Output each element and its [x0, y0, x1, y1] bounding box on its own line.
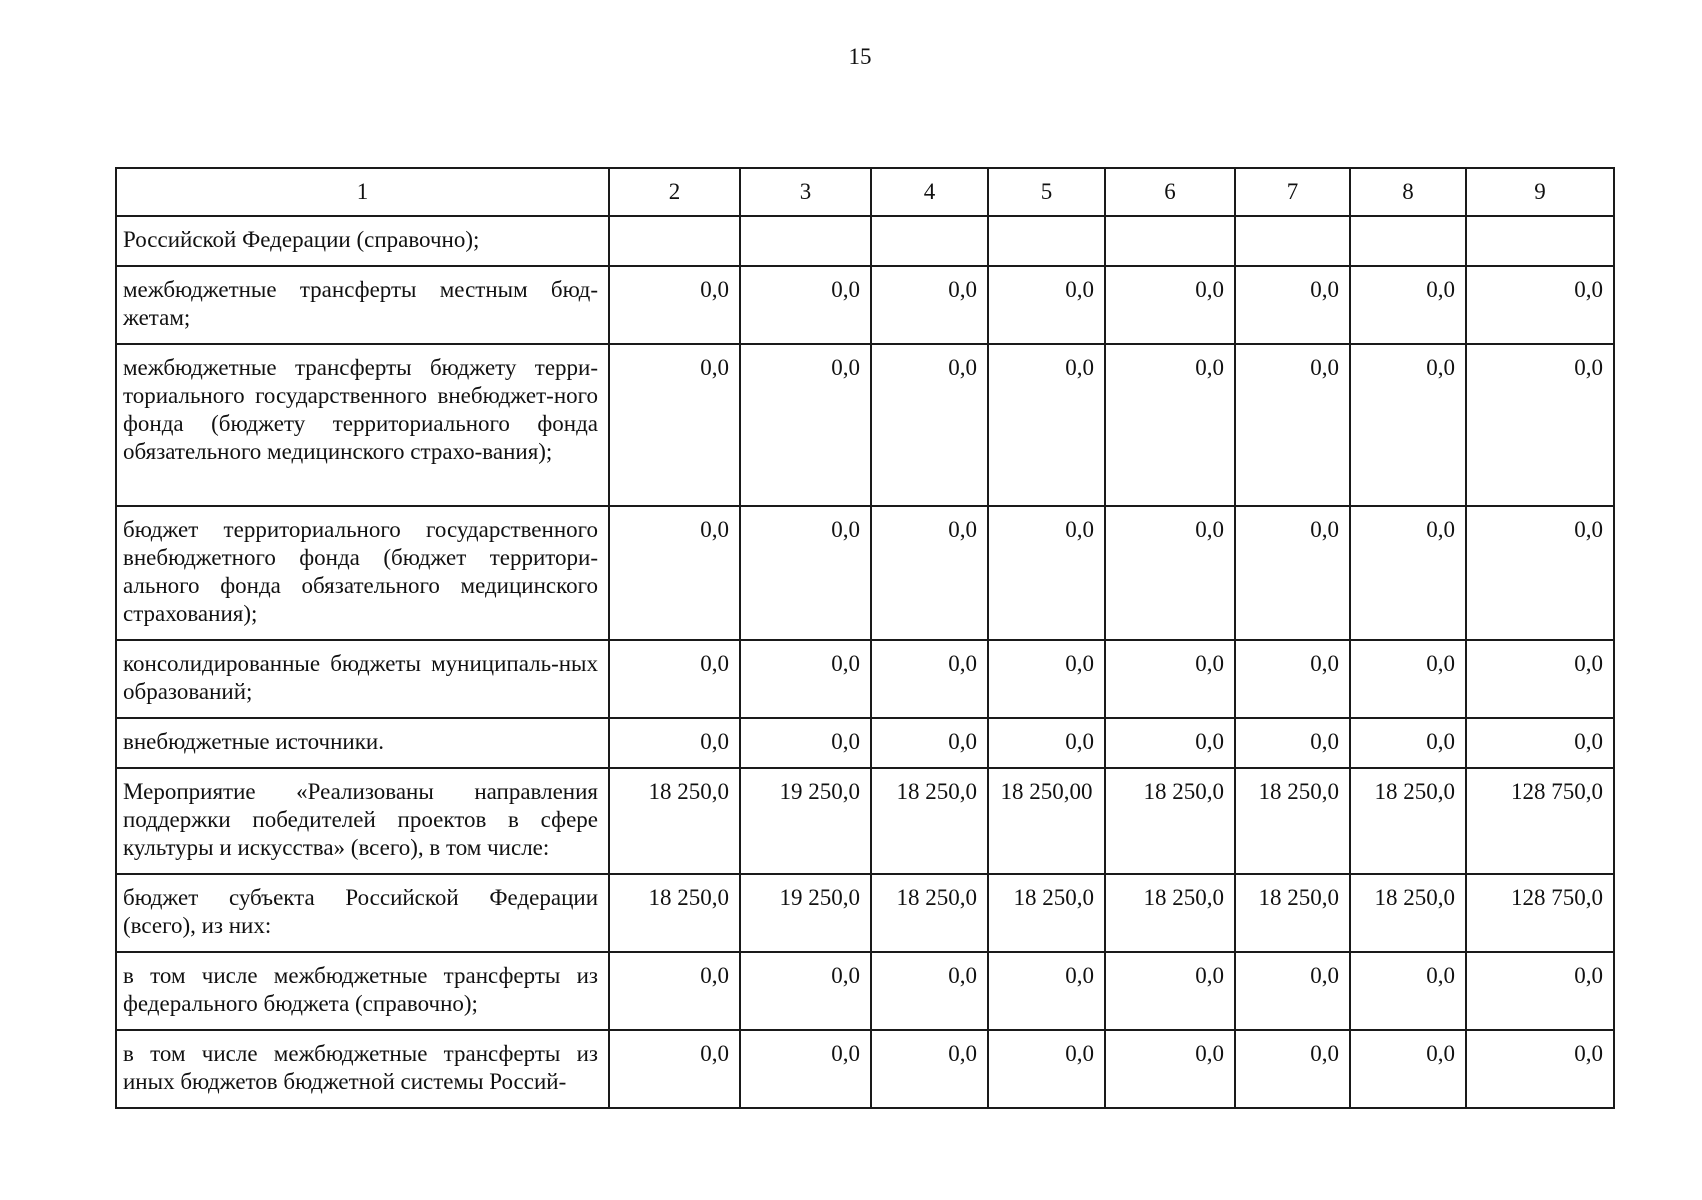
value-cell: 18 250,0 — [1350, 874, 1466, 952]
value-cell: 0,0 — [609, 1030, 740, 1108]
value-cell: 0,0 — [1466, 266, 1614, 344]
value-cell — [1350, 216, 1466, 266]
value-cell: 0,0 — [1350, 952, 1466, 1030]
value-cell: 0,0 — [1350, 506, 1466, 640]
value-cell: 19 250,0 — [740, 874, 871, 952]
value-cell: 0,0 — [740, 718, 871, 768]
value-cell: 18 250,0 — [988, 874, 1105, 952]
value-cell: 0,0 — [1235, 640, 1350, 718]
value-cell: 0,0 — [1235, 506, 1350, 640]
value-cell: 0,0 — [609, 640, 740, 718]
value-cell: 0,0 — [1466, 1030, 1614, 1108]
value-cell: 0,0 — [871, 266, 988, 344]
header-cell: 2 — [609, 168, 740, 216]
row-label: Российской Федерации (справочно); — [116, 216, 609, 266]
value-cell: 0,0 — [988, 344, 1105, 506]
table-row — [116, 266, 1614, 344]
value-cell: 0,0 — [988, 506, 1105, 640]
header-cell: 7 — [1235, 168, 1350, 216]
row-label: внебюджетные источники. — [116, 718, 609, 768]
value-cell: 0,0 — [1350, 1030, 1466, 1108]
value-cell: 0,0 — [740, 640, 871, 718]
value-cell — [740, 216, 871, 266]
value-cell: 18 250,0 — [1350, 768, 1466, 874]
value-cell: 0,0 — [1466, 718, 1614, 768]
value-cell: 18 250,0 — [1235, 874, 1350, 952]
row-label: Мероприятие «Реализованы направления поддержки победителей проектов в сфере культуры и искусства» (всего), в том числе: — [116, 768, 609, 874]
budget-table — [115, 167, 1615, 1109]
table-row — [116, 952, 1614, 1030]
header-cell: 3 — [740, 168, 871, 216]
value-cell: 0,0 — [988, 266, 1105, 344]
value-cell — [1235, 216, 1350, 266]
value-cell: 0,0 — [1350, 718, 1466, 768]
value-cell: 0,0 — [1466, 344, 1614, 506]
value-cell: 0,0 — [740, 266, 871, 344]
value-cell: 0,0 — [988, 952, 1105, 1030]
header-cell: 8 — [1350, 168, 1466, 216]
row-label: консолидированные бюджеты муниципаль-ных образований; — [116, 640, 609, 718]
value-cell: 0,0 — [740, 344, 871, 506]
value-cell — [609, 216, 740, 266]
value-cell: 0,0 — [609, 952, 740, 1030]
value-cell: 18 250,0 — [609, 768, 740, 874]
value-cell: 18 250,0 — [1105, 874, 1235, 952]
table-row — [116, 216, 1614, 266]
table-row — [116, 718, 1614, 768]
value-cell: 0,0 — [1105, 266, 1235, 344]
header-cell: 6 — [1105, 168, 1235, 216]
table-row — [116, 640, 1614, 718]
value-cell: 0,0 — [1235, 344, 1350, 506]
value-cell: 18 250,0 — [871, 768, 988, 874]
table-header-row — [116, 168, 1614, 216]
row-label: бюджет территориального государственного внебюджетного фонда (бюджет территори-ального фонда обязательного медицинского страхования); — [116, 506, 609, 640]
value-cell: 0,0 — [871, 1030, 988, 1108]
value-cell — [988, 216, 1105, 266]
value-cell: 0,0 — [1235, 718, 1350, 768]
header-cell: 4 — [871, 168, 988, 216]
value-cell: 0,0 — [1466, 506, 1614, 640]
value-cell: 0,0 — [1350, 344, 1466, 506]
value-cell: 0,0 — [1105, 952, 1235, 1030]
value-cell — [1466, 216, 1614, 266]
value-cell: 0,0 — [871, 952, 988, 1030]
value-cell: 0,0 — [1350, 266, 1466, 344]
value-cell: 19 250,0 — [740, 768, 871, 874]
value-cell: 0,0 — [609, 344, 740, 506]
value-cell — [1105, 216, 1235, 266]
header-cell: 9 — [1466, 168, 1614, 216]
value-cell: 0,0 — [1235, 952, 1350, 1030]
value-cell: 0,0 — [609, 718, 740, 768]
value-cell: 128 750,0 — [1466, 768, 1614, 874]
row-label: бюджет субъекта Российской Федерации (всего), из них: — [116, 874, 609, 952]
value-cell: 0,0 — [1466, 640, 1614, 718]
row-label: в том числе межбюджетные трансферты из федерального бюджета (справочно); — [116, 952, 609, 1030]
header-cell: 5 — [988, 168, 1105, 216]
value-cell: 0,0 — [740, 1030, 871, 1108]
value-cell: 18 250,0 — [609, 874, 740, 952]
page-number: 15 — [848, 44, 872, 69]
value-cell: 0,0 — [740, 506, 871, 640]
value-cell: 0,0 — [988, 718, 1105, 768]
value-cell: 0,0 — [1105, 640, 1235, 718]
table-row — [116, 344, 1614, 506]
value-cell: 0,0 — [1350, 640, 1466, 718]
value-cell: 0,0 — [1105, 506, 1235, 640]
value-cell: 0,0 — [1466, 952, 1614, 1030]
value-cell: 0,0 — [1105, 718, 1235, 768]
value-cell: 0,0 — [871, 718, 988, 768]
value-cell: 18 250,0 — [871, 874, 988, 952]
table-row — [116, 768, 1614, 874]
value-cell — [871, 216, 988, 266]
value-cell: 18 250,0 — [1105, 768, 1235, 874]
table-row — [116, 1030, 1614, 1108]
value-cell: 0,0 — [988, 640, 1105, 718]
value-cell: 0,0 — [1235, 266, 1350, 344]
value-cell: 0,0 — [1235, 1030, 1350, 1108]
value-cell: 18 250,0 — [1235, 768, 1350, 874]
value-cell: 0,0 — [871, 506, 988, 640]
value-cell: 18 250,00 — [988, 768, 1105, 874]
row-label: межбюджетные трансферты местным бюд-жетам; — [116, 266, 609, 344]
value-cell: 0,0 — [609, 506, 740, 640]
value-cell: 128 750,0 — [1466, 874, 1614, 952]
value-cell: 0,0 — [609, 266, 740, 344]
value-cell: 0,0 — [1105, 1030, 1235, 1108]
header-cell: 1 — [116, 168, 609, 216]
value-cell: 0,0 — [988, 1030, 1105, 1108]
value-cell: 0,0 — [871, 640, 988, 718]
value-cell: 0,0 — [1105, 344, 1235, 506]
row-label: межбюджетные трансферты бюджету терри-ториального государственного внебюджет-ного фонда (бюджету территориального фонда обязательного медицинского страхо-вания); — [116, 344, 609, 506]
row-label: в том числе межбюджетные трансферты из иных бюджетов бюджетной системы Россий- — [116, 1030, 609, 1108]
table-row — [116, 874, 1614, 952]
value-cell: 0,0 — [871, 344, 988, 506]
table-row — [116, 506, 1614, 640]
value-cell: 0,0 — [740, 952, 871, 1030]
